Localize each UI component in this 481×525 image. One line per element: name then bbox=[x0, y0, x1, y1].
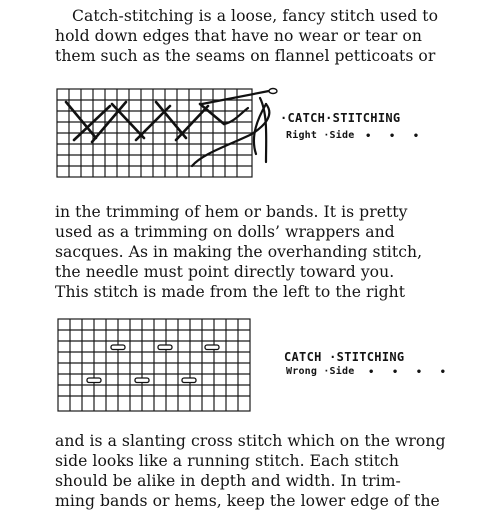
catch-stitch-right-side-illustration bbox=[52, 84, 292, 184]
text-line: side looks like a running stitch. Each stitch bbox=[55, 452, 399, 470]
text-line: This stitch is made from the left to the right bbox=[55, 283, 406, 301]
text-line: them such as the seams on flannel petticoats or bbox=[55, 47, 436, 65]
text-line: Catch-stitching is a loose, fancy stitch used to bbox=[72, 7, 439, 25]
text-line: the needle must point directly toward you. bbox=[55, 263, 395, 281]
text-line: ming bands or hems, keep the lower edge of the bbox=[55, 492, 440, 510]
text-line: should be alike in depth and width. In trim- bbox=[55, 472, 401, 490]
figure-2-subtitle: Wrong ·Side bbox=[286, 366, 355, 377]
figure-1-title: ·CATCH·STITCHING bbox=[280, 111, 401, 125]
text-line: used as a trimming on dolls’ wrappers and bbox=[55, 223, 395, 241]
figure-1-dots: • • • bbox=[365, 131, 427, 142]
text-line: sacques. As in making the overhanding stitch, bbox=[55, 243, 423, 261]
figure-2-title: CATCH ·STITCHING bbox=[284, 350, 405, 364]
figure-1-subtitle: Right ·Side bbox=[286, 130, 355, 141]
figure-2-dots: • • • • bbox=[368, 367, 454, 378]
text-line: in the trimming of hem or bands. It is pretty bbox=[55, 203, 408, 221]
text-line: and is a slanting cross stitch which on the wrong bbox=[55, 432, 446, 450]
text-line: hold down edges that have no wear or tear on bbox=[55, 27, 422, 45]
catch-stitch-wrong-side-illustration bbox=[55, 316, 255, 416]
